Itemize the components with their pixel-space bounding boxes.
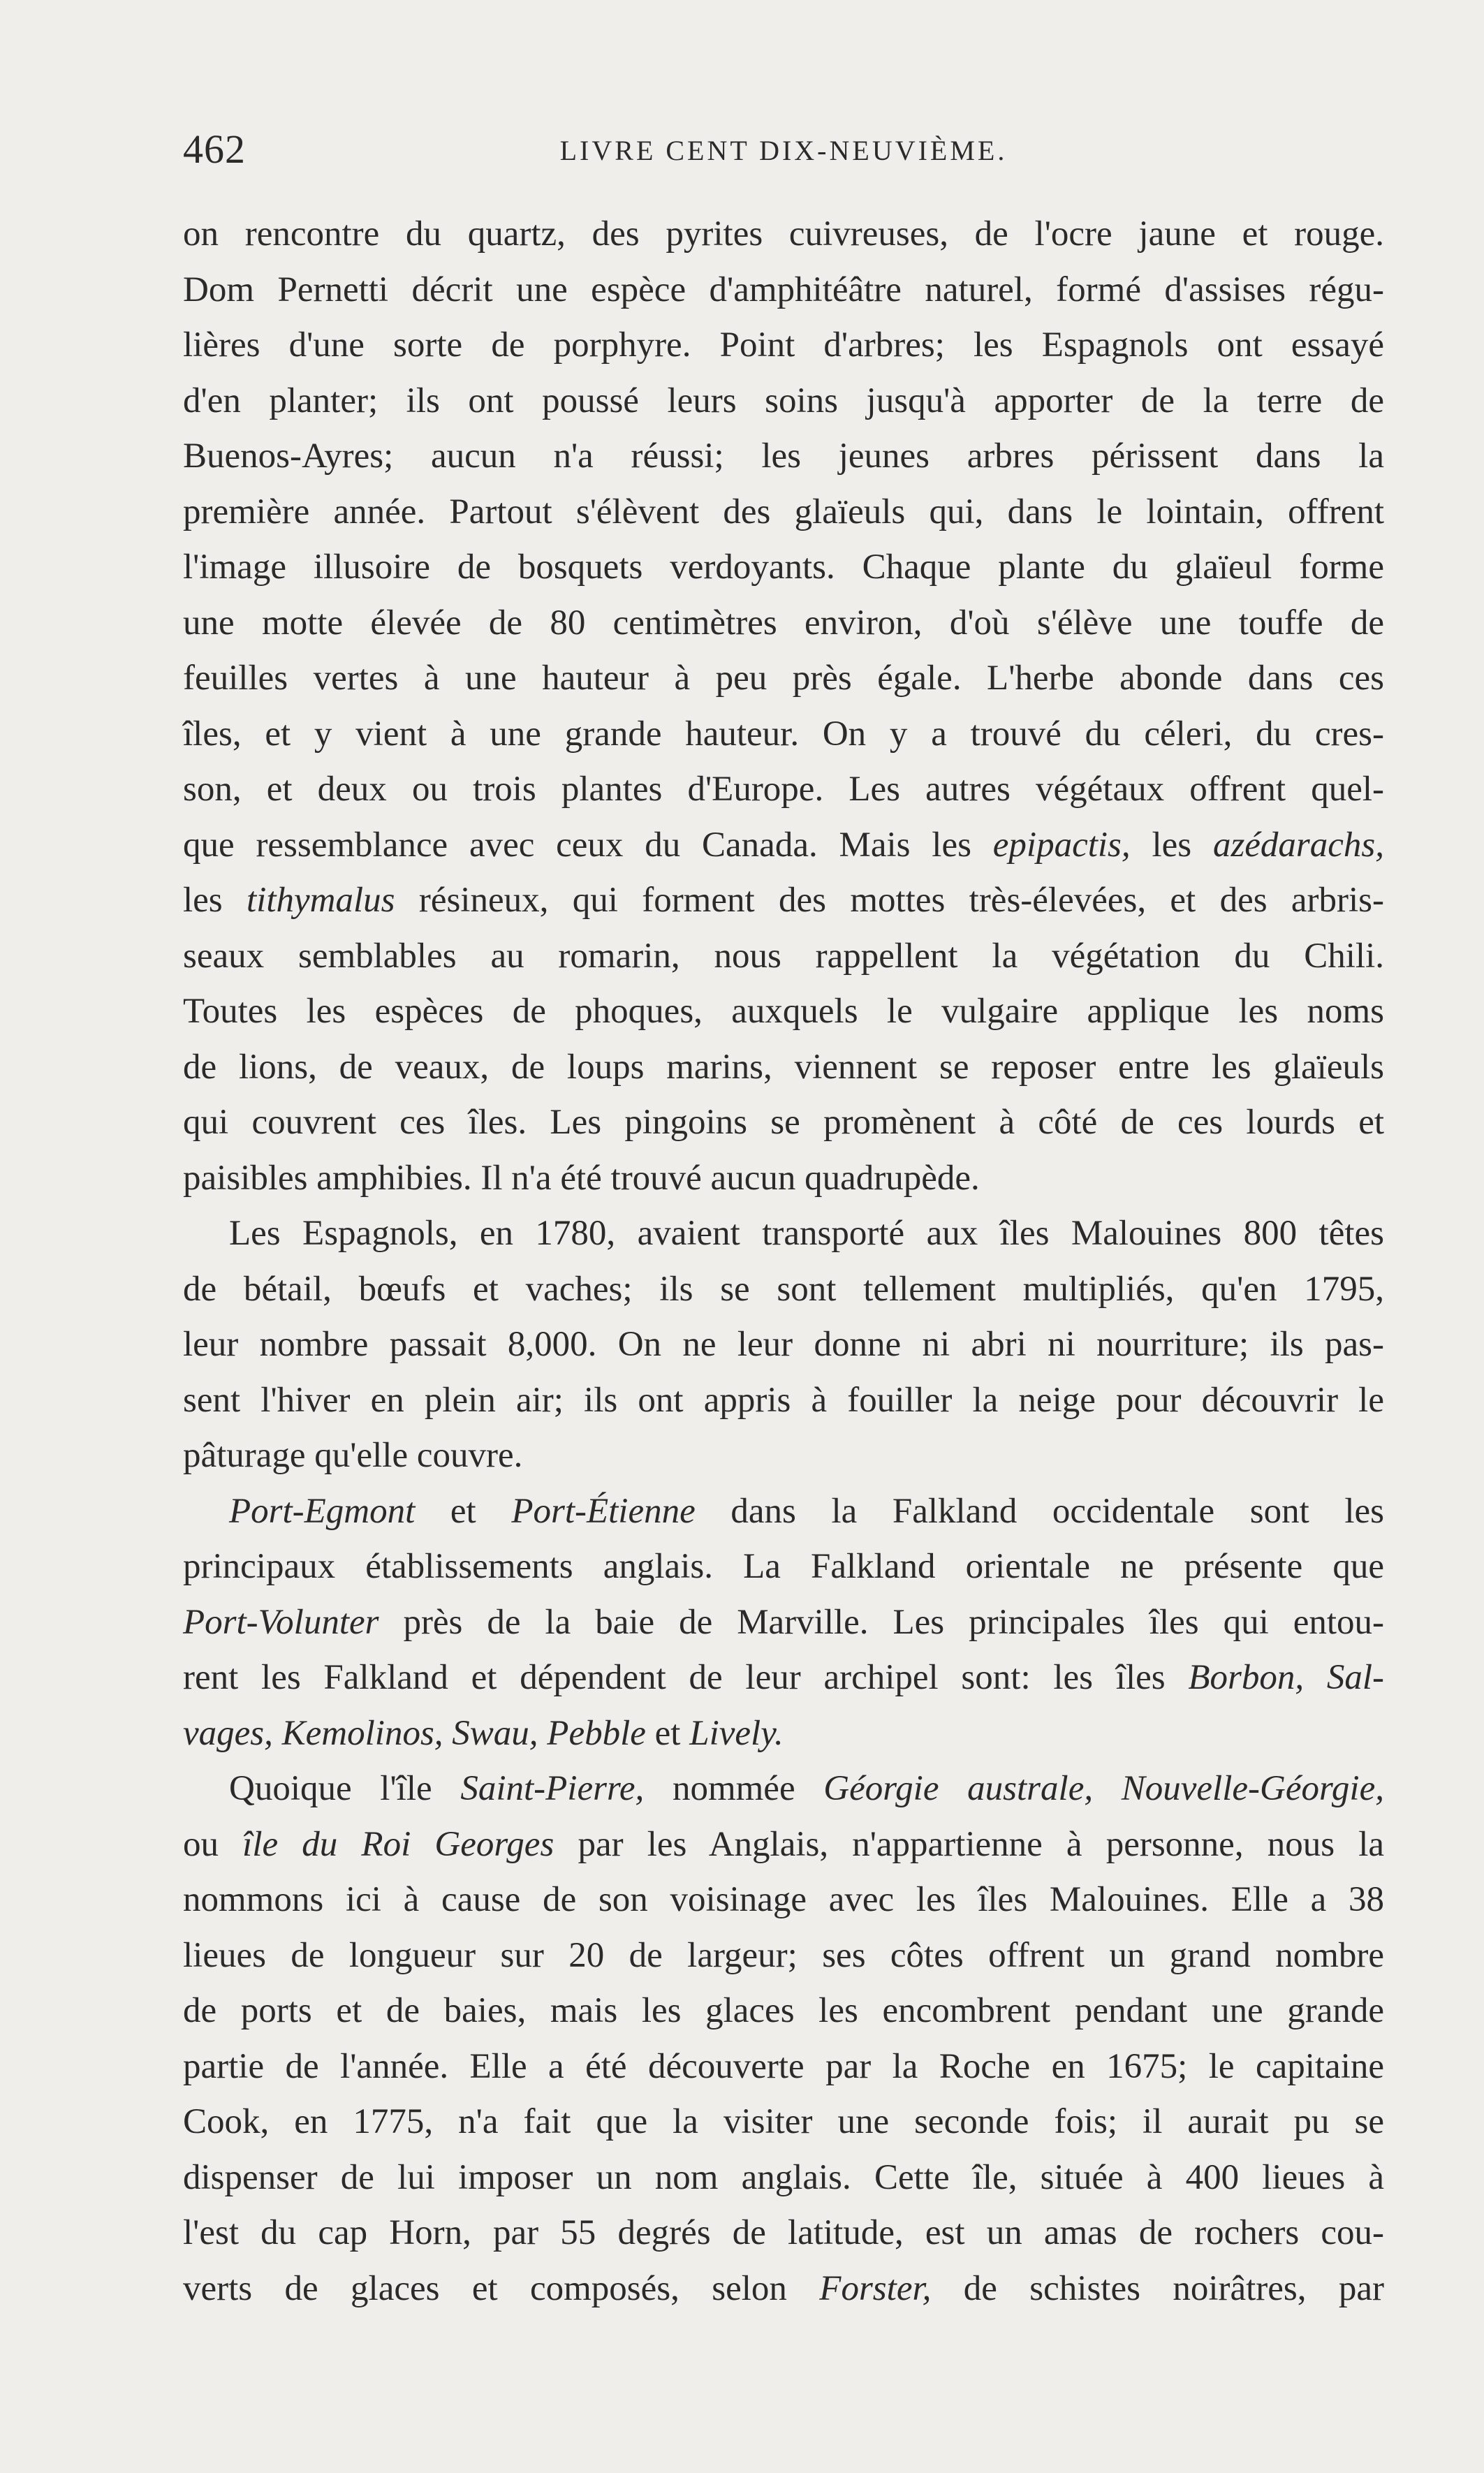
text-line [183,2206,1384,2261]
text-span: résineux, qui forment des mottes très-élevées, et des arbris- [395,881,1384,920]
text-span: les [183,881,247,920]
text-line [183,873,1384,929]
italic-term: Borbon, Sal- [1188,1658,1384,1697]
text-line [183,1872,1384,1928]
text-line [183,374,1384,430]
text-span: seaux semblables au romarin, nous rappellent la végétation du Chili. [183,936,1384,976]
italic-term: Port-Egmont [229,1491,416,1531]
italic-term: epipactis, [992,825,1131,865]
text-span: par les Anglais, n'appartienne à personne, nous la [554,1824,1385,1864]
text-line [183,1983,1384,2039]
text-span: feuilles vertes à une hauteur à peu près égale. L'herbe abonde dans ces [183,659,1384,698]
text-span: îles, et y vient à une grande hauteur. On y a trouvé du céleri, du cres- [183,714,1384,754]
italic-term: vages, Kemolinos, Swau, Pebble [183,1713,646,1753]
text-span: rent les Falkland et dépendent de leur archipel sont: les îles [183,1658,1189,1697]
text-span: Buenos-Ayres; aucun n'a réussi; les jeunes arbres périssent dans la [183,436,1384,476]
italic-term: tithymalus [247,881,395,920]
text-span: l'image illusoire de bosquets verdoyants. Chaque plante du glaïeul forme [183,548,1384,587]
text-span: près de la baie de Marville. Les principales îles qui entou- [379,1602,1384,1642]
text-span: première année. Partout s'élèvent des glaïeuls qui, dans le lointain, offrent [183,492,1384,531]
text-span: ou [183,1824,243,1864]
text-line [183,1206,1384,1262]
text-span: principaux établissements anglais. La Falkland orientale ne présente que [183,1547,1384,1586]
text-line [183,1040,1384,1096]
text-line [183,596,1384,652]
text-span: de bétail, bœufs et vaches; ils se sont tellement multipliés, qu'en 1795, [183,1269,1384,1309]
text-line [183,485,1384,541]
text-span: lières d'une sorte de porphyre. Point d'arbres; les Espagnols ont essayé [183,325,1384,365]
text-line [183,1706,1384,1762]
text-span: nommons ici à cause de son voisinage avec les îles Malouines. Elle a 38 [183,1880,1384,1919]
text-line [183,1539,1384,1595]
italic-term: Forster, [819,2268,932,2308]
text-span: et [415,1491,512,1531]
text-line [183,1817,1384,1873]
text-span: nommée [644,1769,824,1808]
text-line [183,1095,1384,1151]
text-span: lieues de longueur sur 20 de largeur; ses côtes offrent un grand nombre [183,1935,1384,1975]
italic-term: azédarachs, [1212,825,1385,865]
text-line [183,1595,1384,1651]
text-span: de schistes noirâtres, par [931,2268,1384,2308]
running-head: LIVRE CENT DIX-NEUVIÈME. [559,135,1008,166]
text-line [183,762,1384,818]
body-text [183,207,1384,2317]
text-line [183,429,1384,485]
text-line [183,263,1384,318]
italic-term: Port-Étienne [511,1491,696,1531]
italic-term: Port-Volunter [183,1602,379,1642]
text-line [183,1484,1384,1540]
text-span: dans la Falkland occidentale sont les [695,1491,1384,1531]
text-span: leur nombre passait 8,000. On ne leur donne ni abri ni nourriture; ils pas- [183,1325,1384,1364]
text-span: d'en planter; ils ont poussé leurs soins jusqu'à apporter de la terre de [183,381,1384,420]
text-span: dispenser de lui imposer un nom anglais. Cette île, située à 400 lieues à [183,2157,1384,2197]
italic-term: Lively. [689,1713,784,1753]
text-span: et [645,1713,690,1753]
text-line [183,1761,1384,1817]
text-span: pâturage qu'elle couvre. [183,1436,523,1475]
text-line [183,1317,1384,1373]
text-line [183,540,1384,596]
text-line [183,207,1384,263]
text-span: de lions, de veaux, de loups marins, viennent se reposer entre les glaïeuls [183,1047,1384,1087]
text-span: on rencontre du quartz, des pyrites cuivreuses, de l'ocre jaune et rouge. [183,214,1384,254]
text-line [183,2261,1384,2317]
text-line [183,984,1384,1040]
text-span: Dom Pernetti décrit une espèce d'amphitéâtre naturel, formé d'assises régu- [183,270,1384,309]
text-line [183,1428,1384,1484]
text-span: sent l'hiver en plein air; ils ont appris à fouiller la neige pour découvrir le [183,1380,1384,1420]
text-line [183,2150,1384,2206]
text-span: les [1130,825,1213,865]
text-span: une motte élevée de 80 centimètres environ, d'où s'élève une touffe de [183,603,1384,643]
text-span: de ports et de baies, mais les glaces les encombrent pendant une grande [183,1991,1384,2030]
page-number: 462 [183,126,246,172]
text-line [183,2094,1384,2150]
text-line [183,1151,1384,1207]
text-line [183,1650,1384,1706]
text-span: son, et deux ou trois plantes d'Europe. Les autres végétaux offrent quel- [183,770,1384,809]
text-line [183,1373,1384,1429]
text-span: Cook, en 1775, n'a fait que la visiter une seconde fois; il aurait pu se [183,2102,1384,2141]
text-line [183,1928,1384,1984]
text-span: Les Espagnols, en 1780, avaient transporté aux îles Malouines 800 têtes [229,1214,1384,1253]
text-line [183,929,1384,985]
text-span: Quoique l'île [229,1769,461,1808]
text-line [183,2039,1384,2095]
text-line [183,818,1384,874]
italic-term: Géorgie australe, Nouvelle-Géorgie, [823,1769,1384,1808]
text-line [183,1262,1384,1318]
text-span: partie de l'année. Elle a été découverte par la Roche en 1675; le capitaine [183,2046,1384,2086]
text-span: verts de glaces et composés, selon [183,2268,820,2308]
text-span: l'est du cap Horn, par 55 degrés de latitude, est un amas de rochers cou- [183,2213,1384,2252]
italic-term: île du Roi Georges [242,1824,554,1864]
text-span: qui couvrent ces îles. Les pingoins se promènent à côté de ces lourds et [183,1103,1384,1142]
italic-term: Saint-Pierre, [460,1769,645,1808]
text-span: que ressemblance avec ceux du Canada. Mais les [183,825,993,865]
text-span: paisibles amphibies. Il n'a été trouvé aucun quadrupède. [183,1158,980,1198]
text-line [183,651,1384,707]
page-header [183,126,1384,182]
text-line [183,707,1384,763]
text-line [183,318,1384,374]
text-span: Toutes les espèces de phoques, auxquels le vulgaire applique les noms [183,992,1384,1031]
